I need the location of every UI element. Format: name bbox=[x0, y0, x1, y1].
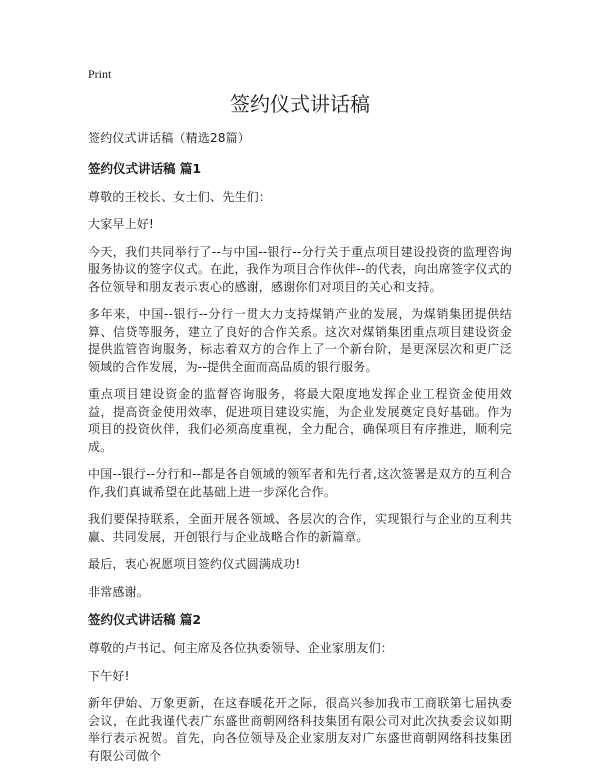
salutation: 尊敬的卢书记、何主席及各位执委领导、企业家朋友们： bbox=[88, 641, 394, 655]
closing-wish: 最后，衷心祝愿项目签约仪式圆满成功! bbox=[88, 557, 301, 571]
paragraph: 我们要保持联系，全面开展各领域、各层次的合作，实现银行与企业的互利共赢、共同发展，开创银行与企业战略合作的新篇章。 bbox=[88, 512, 512, 544]
document-subtitle: 签约仪式讲话稿（精选28篇） bbox=[88, 131, 251, 145]
print-label: Print bbox=[88, 67, 112, 81]
thanks: 非常感谢。 bbox=[88, 584, 150, 599]
paragraph: 中国--银行--分行和--都是各自领域的领军者和先行者,这次签署是双方的互利合作,我们真诚希望在此基础上进一步深化合作。 bbox=[88, 467, 512, 499]
paragraph: 多年来，中国--银行--分行一贯大力支持煤销产业的发展，为煤销集团提供结算、信贷等服务，建立了良好的合作关系。这次对煤销集团重点项目建设资金提供监管咨询服务，标志着双方的合作上了一个新台阶，是更深层次和更广泛领域的合作发展，为--提供全面而高品质的银行服务。 bbox=[88, 307, 512, 374]
section-heading: 签约仪式讲话稿 篇1 bbox=[88, 160, 202, 176]
speech-section-2 bbox=[88, 611, 512, 763]
paragraph: 今天，我们共同举行了--与中国--银行--分行关于重点项目建设投资的监理咨询服务协议的签字仪式。在此，我作为项目合作伙伴--的代表，向出席签字仪式的各位领导和朋友表示衷心的感谢，感谢你们对项目的关心和支持。 bbox=[88, 244, 512, 294]
section-heading: 签约仪式讲话稿 篇2 bbox=[88, 612, 202, 627]
salutation: 尊敬的王校长、女士们、先生们： bbox=[88, 189, 272, 204]
greeting: 大家早上好! bbox=[88, 217, 155, 231]
paragraph: 重点项目建设资金的监督咨询服务，将最大限度地发挥企业工程资金使用效益，提高资金使用效率，促进项目建设实施，为企业发展奠定良好基础。作为项目的投资伙伴，我们必须高度重视，全力配合，确保项目有序推进，顺利完成。 bbox=[88, 387, 512, 454]
paragraph: 新年伊始、万象更新，在这春暖花开之际，很高兴参加我市工商联第七届执委会议，在此我谨代表广东盛世商朝网络科技集团有限公司对此次执委会议如期举行表示祝贺。首先，向各位领导及企业家朋友对广东盛世商朝网络科技集团有限公司做个 bbox=[88, 696, 512, 763]
speech-section-1 bbox=[88, 160, 512, 602]
greeting: 下午好! bbox=[88, 668, 130, 683]
document-title: 签约仪式讲话稿 bbox=[230, 92, 370, 116]
